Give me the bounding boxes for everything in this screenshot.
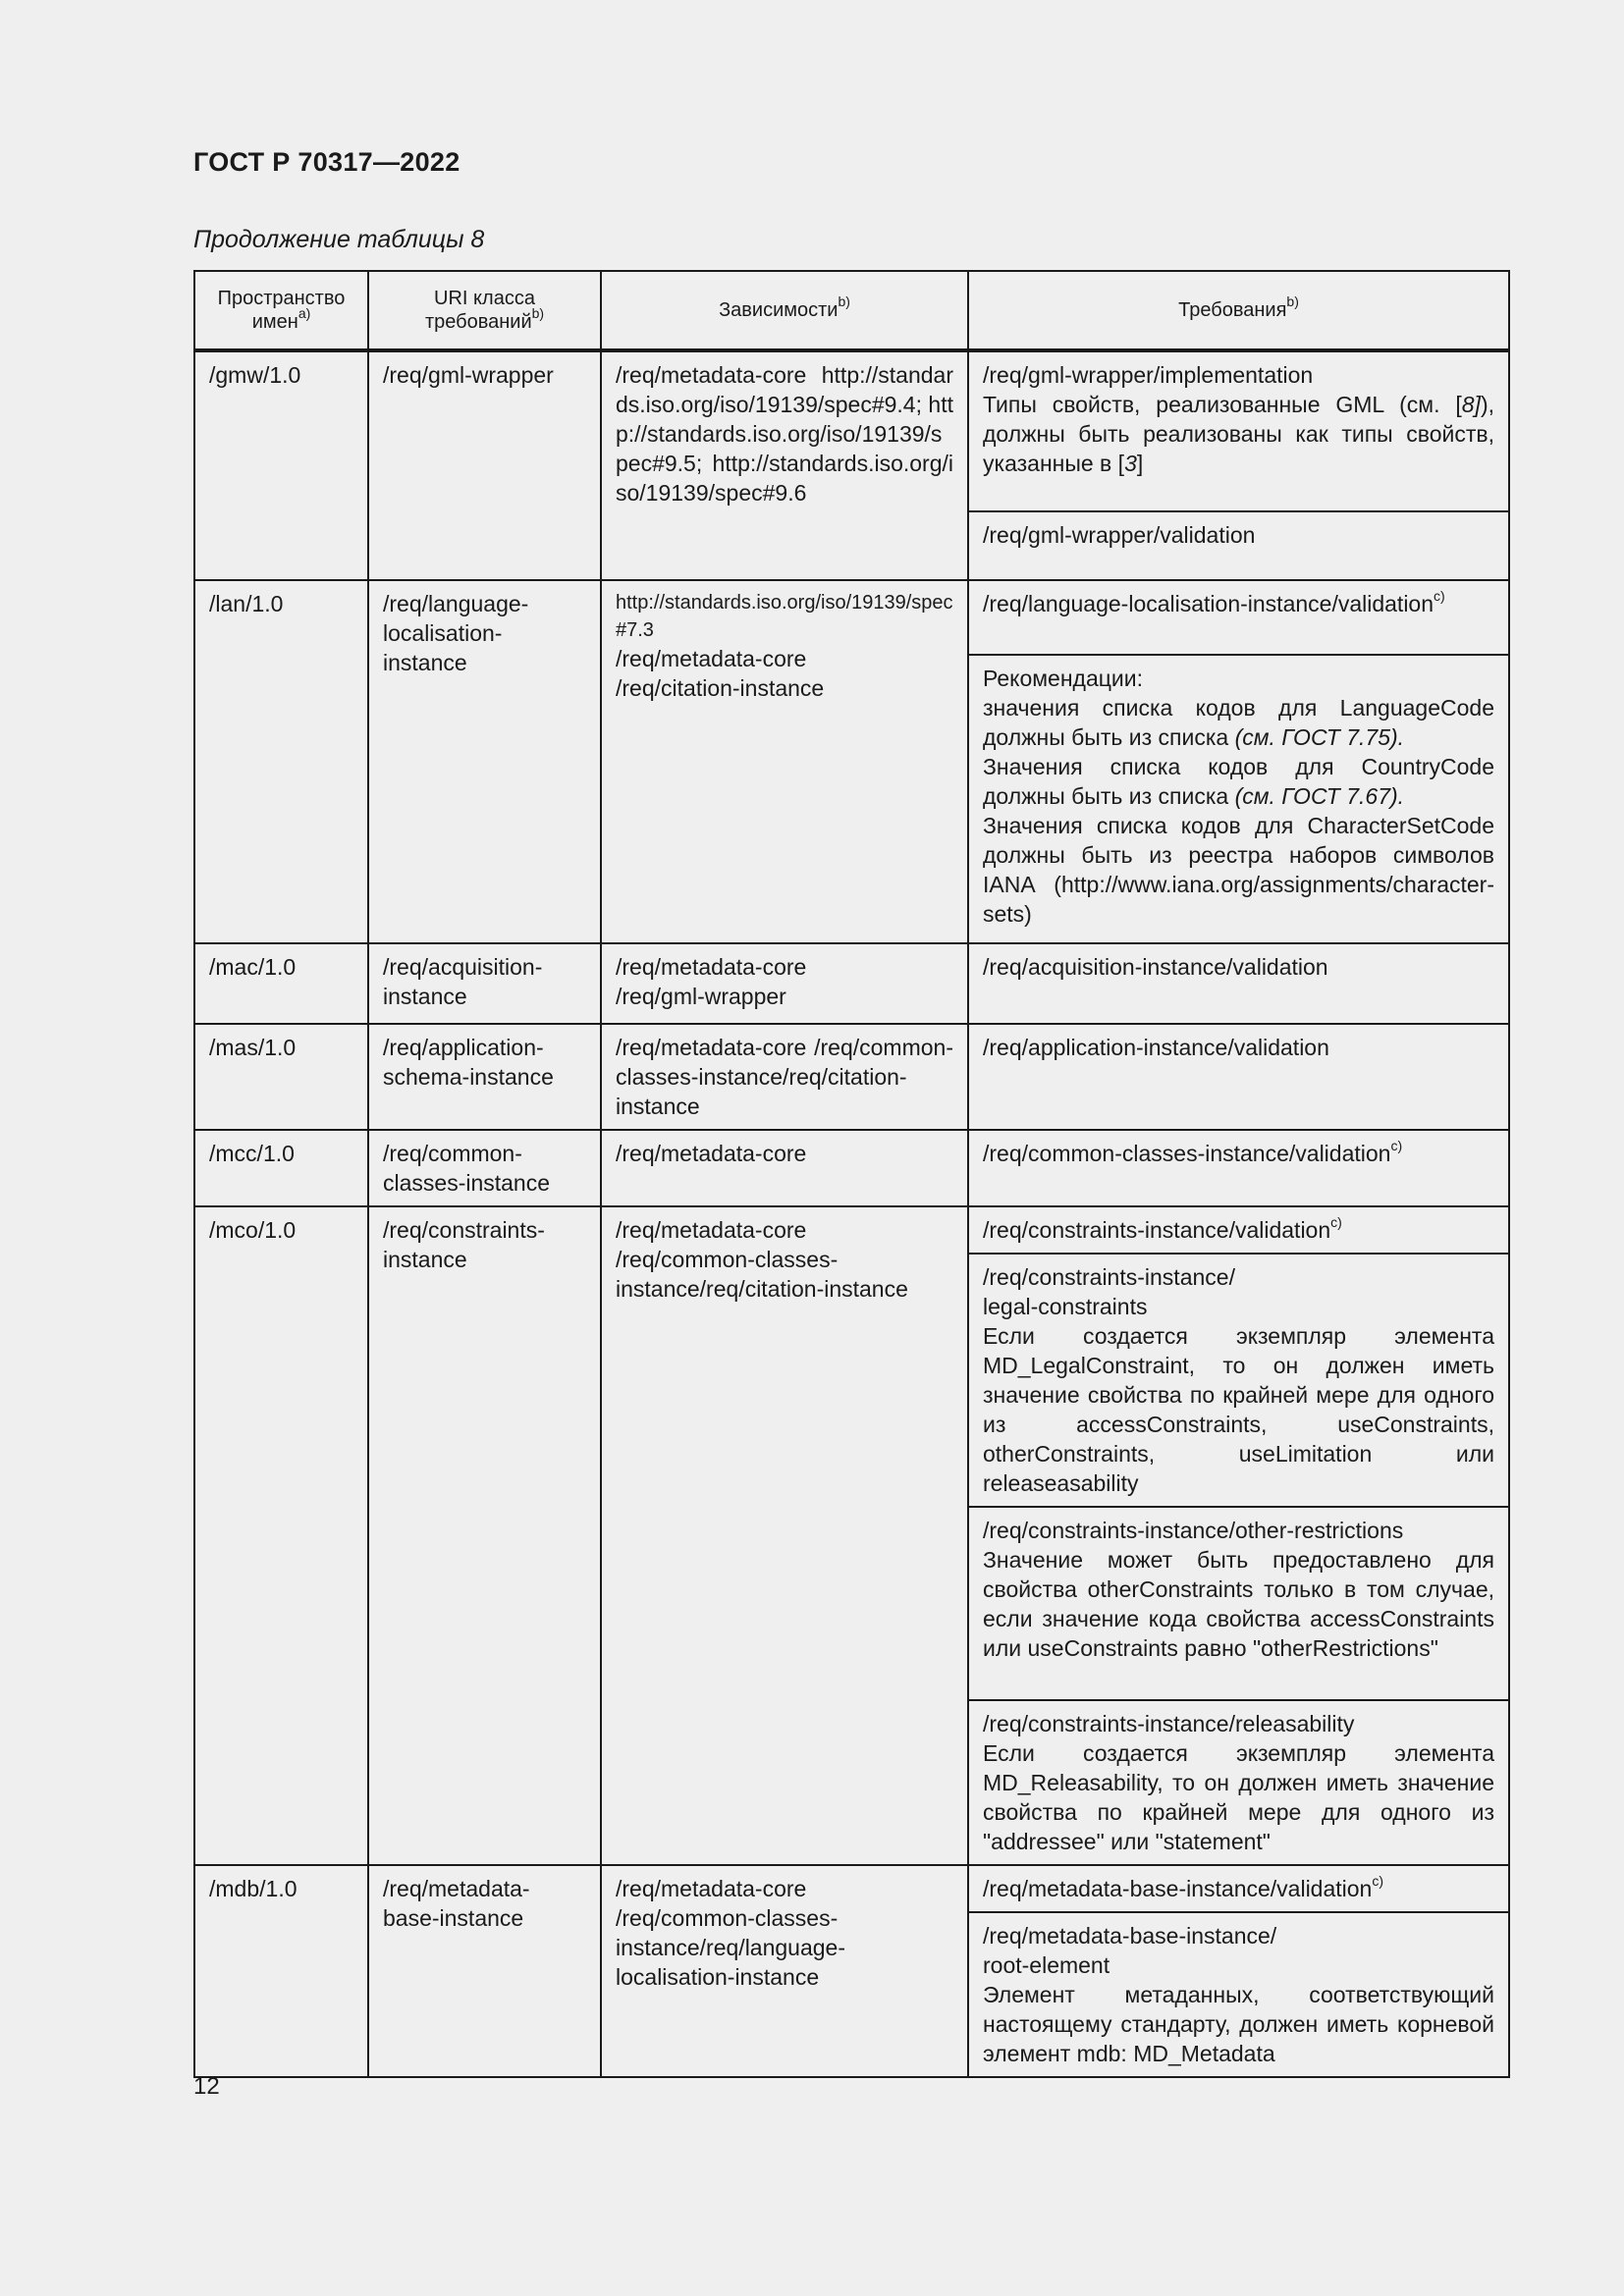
requirement-cell [968, 580, 1509, 655]
requirement-cell: /req/application-instance/validation [968, 1024, 1509, 1130]
footnote-marker: c) [1434, 588, 1445, 605]
requirement-title: /req/language-localisation-instance/validation [983, 591, 1435, 616]
footnote-marker: c) [1372, 1873, 1384, 1890]
header-dependencies-label: Зависимости [719, 299, 839, 321]
requirement-text: Если создается экземпляр элемента MD_Releasability, то он должен иметь значение свойства по крайней мере для одного из "addressee" или "statement" [983, 1740, 1494, 1854]
dependency-item: /req/common-classes-instance/req/language-localisation-instance [616, 1905, 845, 1990]
footnote-marker: b) [1286, 294, 1299, 310]
uri-cell: /req/acquisition-instance [368, 943, 601, 1024]
namespace-cell: /gmw/1.0 [194, 350, 368, 580]
table-header-row [194, 271, 1509, 350]
header-uri-label: URI класса требований [424, 288, 535, 333]
table-caption: Продолжение таблицы 8 [193, 226, 485, 253]
uri-cell: /req/language-localisation-instance [368, 580, 601, 943]
requirement-text: ), должны быть реализованы как типы свойств, указанные в [ [983, 392, 1494, 476]
namespace-cell: /mas/1.0 [194, 1024, 368, 1130]
requirement-cell: /req/acquisition-instance/validation [968, 943, 1509, 1024]
header-namespace-label: Пространство имен [217, 288, 346, 333]
header-requirements [968, 271, 1509, 350]
requirement-title: /req/metadata-base-instance/validation [983, 1876, 1373, 1901]
dependencies-cell [601, 943, 968, 1024]
dependency-item: /req/metadata-core [616, 1217, 807, 1243]
requirement-cell [968, 1700, 1509, 1865]
requirement-title: /req/constraints-instance/other-restrictions [983, 1518, 1404, 1543]
requirement-cell [968, 1507, 1509, 1700]
reference: 8] [1461, 392, 1481, 417]
footnote-marker: b) [531, 305, 545, 322]
requirement-title: /req/constraints-instance/validation [983, 1217, 1331, 1243]
dependency-item: /req/citation-instance [616, 675, 825, 701]
recommendation-text: Значения списка кодов для CountryCode должны быть из списка [983, 754, 1494, 809]
namespace-cell: /lan/1.0 [194, 580, 368, 943]
dependencies-cell: /req/metadata-core http://standards.iso.org/iso/19139/spec#9.4; http://standards.iso.org/iso/19139/spec#9.5; http://standards.iso.org/iso/19139/spec#9.6 [601, 350, 968, 580]
requirement-text: Элемент метаданных, соответствующий настоящему стандарту, должен иметь корневой элемент mdb: MD_Metadata [983, 1982, 1494, 2066]
requirement-title: root-element [983, 1952, 1110, 1978]
requirement-cell [968, 1206, 1509, 1254]
requirement-text: ] [1136, 451, 1144, 476]
requirement-cell [968, 1865, 1509, 1912]
table-row [194, 1206, 1509, 1254]
table-row [194, 943, 1509, 1024]
requirement-cell [968, 1912, 1509, 2077]
table-row [194, 1024, 1509, 1130]
dependencies-cell: /req/metadata-core /req/common-classes-instance/req/citation- instance [601, 1024, 968, 1130]
requirement-title: /req/metadata-base-instance/ [983, 1923, 1277, 1949]
document-header: ГОСТ Р 70317—2022 [193, 147, 460, 177]
namespace-cell: /mac/1.0 [194, 943, 368, 1024]
reference: 3 [1124, 451, 1137, 476]
uri-cell: /req/common-classes-instance [368, 1130, 601, 1206]
requirement-title: /req/constraints-instance/ [983, 1264, 1235, 1290]
footnote-marker: c) [1330, 1214, 1342, 1231]
requirement-text: Типы свойств, реализованные GML (см. [ [983, 392, 1462, 417]
requirement-title: legal-constraints [983, 1294, 1148, 1319]
recommendation-text: значения списка кодов для LanguageCode должны быть из списка [983, 695, 1494, 750]
footnote-marker: b) [838, 294, 850, 310]
requirement-cell [968, 350, 1509, 511]
requirement-title: /req/common-classes-instance/validation [983, 1141, 1391, 1166]
reference: (см. ГОСТ 7.67). [1234, 783, 1405, 809]
recommendations-cell [968, 655, 1509, 943]
footnote-marker: a) [298, 305, 311, 322]
dependencies-cell [601, 1206, 968, 1865]
uri-cell: /req/metadata-base-instance [368, 1865, 601, 2077]
requirements-table [193, 270, 1510, 2078]
requirement-title: /req/gml-wrapper/implementation [983, 362, 1314, 388]
namespace-cell: /mcc/1.0 [194, 1130, 368, 1206]
table-row [194, 1130, 1509, 1206]
requirement-text: Если создается экземпляр элемента MD_LegalConstraint, то он должен иметь значение свойства по крайней мере для одного из accessConstraints, useConstraints, otherConstraints, useLimitation или releaseasability [983, 1323, 1494, 1496]
page-number: 12 [193, 2073, 220, 2100]
dependency-item: /req/metadata-core [616, 954, 807, 980]
recommendation-text: Значения списка кодов для CharacterSetCode должны быть из реестра наборов символов IANA (http://www.iana.org/assignments/character-sets) [983, 813, 1494, 927]
dependency-item: /req/common-classes-instance/req/citation-instance [616, 1247, 908, 1302]
requirement-cell: /req/gml-wrapper/validation [968, 511, 1509, 580]
table-row [194, 350, 1509, 511]
dependencies-cell [601, 1865, 968, 2077]
header-namespace [194, 271, 368, 350]
uri-cell: /req/application-schema-instance [368, 1024, 601, 1130]
requirement-cell [968, 1130, 1509, 1206]
dependency-item: /req/gml-wrapper [616, 984, 786, 1009]
header-dependencies [601, 271, 968, 350]
dependency-item: /req/metadata-core [616, 1876, 807, 1901]
dependency-item: /req/metadata-core [616, 646, 807, 671]
header-requirements-label: Требования [1178, 299, 1287, 321]
uri-cell: /req/gml-wrapper [368, 350, 601, 580]
dependencies-cell: /req/metadata-core [601, 1130, 968, 1206]
reference: (см. ГОСТ 7.75). [1234, 724, 1405, 750]
dependency-url: http://standards.iso.org/iso/19139/spec#7.3 [616, 592, 953, 641]
footnote-marker: c) [1390, 1138, 1403, 1154]
namespace-cell: /mdb/1.0 [194, 1865, 368, 2077]
uri-cell: /req/constraints-instance [368, 1206, 601, 1865]
dependencies-cell [601, 580, 968, 943]
requirement-cell [968, 1254, 1509, 1507]
requirement-title: /req/constraints-instance/releasability [983, 1711, 1355, 1736]
header-uri [368, 271, 601, 350]
table-row [194, 1865, 1509, 1912]
requirement-text: Значение может быть предоставлено для свойства otherConstraints только в том случае, если значение кода свойства accessConstraints или useConstraints равно "otherRestrictions" [983, 1547, 1494, 1661]
table-row [194, 580, 1509, 655]
namespace-cell: /mco/1.0 [194, 1206, 368, 1865]
recommendations-title: Рекомендации: [983, 666, 1144, 691]
